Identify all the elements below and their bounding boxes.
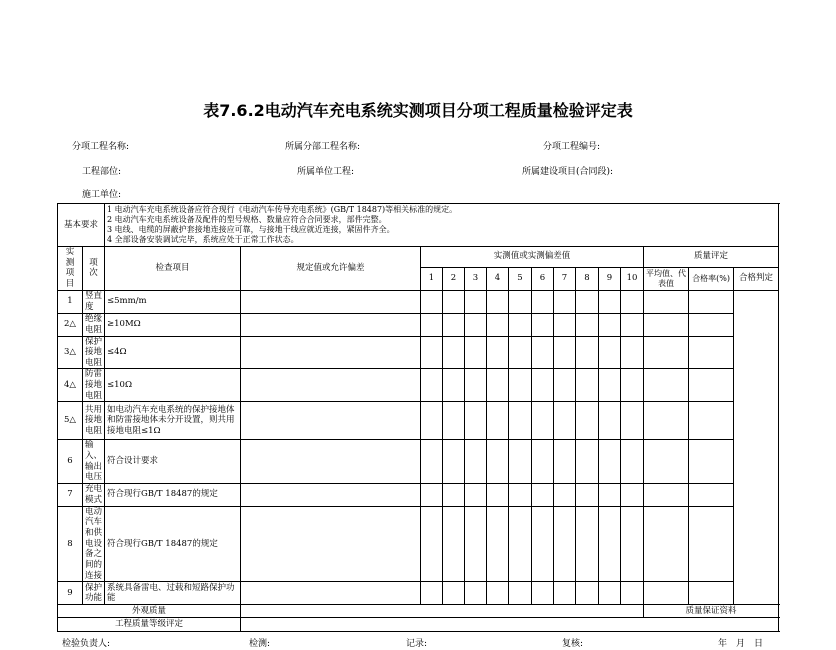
value-cell[interactable] (576, 440, 599, 484)
row-item: 绝缘电阻 (83, 313, 105, 336)
value-cell[interactable] (689, 313, 734, 336)
value-cell[interactable] (554, 582, 576, 605)
table-row (58, 483, 779, 506)
value-cell[interactable] (465, 506, 487, 581)
value-cell[interactable] (644, 582, 689, 605)
appearance-value[interactable] (241, 605, 644, 618)
value-cell[interactable] (465, 313, 487, 336)
signature-line (57, 636, 778, 650)
value-cell[interactable] (689, 290, 734, 313)
value-cell[interactable] (644, 336, 689, 369)
value-cell[interactable] (443, 506, 465, 581)
value-cell[interactable] (599, 506, 621, 581)
value-cell[interactable] (509, 402, 532, 440)
page-title: 表7.6.2电动汽车充电系统实测项目分项工程质量检验评定表 (203, 101, 633, 120)
table-row (58, 336, 779, 369)
value-cell[interactable] (421, 506, 443, 581)
value-cell[interactable] (421, 369, 443, 402)
inspection-table (57, 203, 779, 632)
value-cell[interactable] (621, 336, 644, 369)
value-cell[interactable] (509, 336, 532, 369)
row-item: 保护接地电阻 (83, 336, 105, 369)
header-col-7: 7 (554, 267, 576, 290)
row-spec: 系统具备雷电、过载和短路保护功能 (105, 582, 241, 605)
header-avg: 平均值、代表值 (644, 267, 689, 290)
value-cell[interactable] (421, 290, 443, 313)
header-col-3: 3 (465, 267, 487, 290)
header-col-2: 2 (443, 267, 465, 290)
header-col-1: 1 (421, 267, 443, 290)
project-location-label: 工程部位: (82, 167, 122, 177)
value-cell[interactable] (554, 440, 576, 484)
unit-project-label: 所属单位工程: (297, 167, 355, 177)
table-row (58, 369, 779, 402)
table-row (58, 506, 779, 581)
value-cell[interactable] (465, 336, 487, 369)
value-cell[interactable] (644, 369, 689, 402)
value-cell[interactable] (689, 506, 734, 581)
date-label: 年 月 日 (718, 639, 764, 650)
sub-project-name-label: 分项工程名称: (72, 142, 130, 152)
header-measured: 实测值或实测偏差值 (421, 247, 644, 268)
table-row (58, 582, 779, 605)
requirement-item: 1 电动汽车充电系统设备应符合现行《电动汽车传导充电系统》(GB/T 18487)等相关标准的规定。 (107, 205, 458, 214)
value-cell[interactable] (487, 506, 509, 581)
value-cell[interactable] (532, 369, 554, 402)
value-cell[interactable] (443, 313, 465, 336)
value-cell[interactable] (689, 402, 734, 440)
value-cell[interactable] (554, 313, 576, 336)
value-cell[interactable] (421, 336, 443, 369)
value-cell[interactable] (241, 582, 421, 605)
value-cell[interactable] (644, 402, 689, 440)
header-quality: 质量评定 (644, 247, 779, 268)
value-cell[interactable] (421, 483, 443, 506)
table-row (58, 313, 779, 336)
value-cell[interactable] (443, 369, 465, 402)
value-cell[interactable] (689, 369, 734, 402)
value-cell[interactable] (621, 290, 644, 313)
row-spec: ≥10MΩ (105, 313, 241, 336)
value-cell[interactable] (241, 313, 421, 336)
value-cell[interactable] (465, 290, 487, 313)
grade-label: 工程质量等级评定 (58, 618, 241, 632)
value-cell[interactable] (644, 440, 689, 484)
row-spec: ≤5mm/m (105, 290, 241, 313)
value-cell[interactable] (599, 483, 621, 506)
row-spec: ≤4Ω (105, 336, 241, 369)
value-cell[interactable] (644, 483, 689, 506)
grade-value[interactable] (241, 618, 779, 632)
value-cell[interactable] (421, 440, 443, 484)
value-cell[interactable] (621, 506, 644, 581)
value-cell[interactable] (532, 582, 554, 605)
appearance-label: 外观质量 (58, 605, 241, 618)
value-cell[interactable] (465, 582, 487, 605)
construction-project-label: 所属建设项目(合同段): (522, 167, 614, 177)
row-no: 4△ (58, 369, 83, 402)
value-cell[interactable] (443, 290, 465, 313)
review-label: 复核: (562, 639, 584, 650)
value-cell[interactable] (621, 369, 644, 402)
value-cell[interactable] (689, 483, 734, 506)
value-cell[interactable] (509, 506, 532, 581)
header-col-4: 4 (487, 267, 509, 290)
value-cell[interactable] (487, 336, 509, 369)
value-cell[interactable] (487, 402, 509, 440)
value-cell[interactable] (532, 402, 554, 440)
value-cell[interactable] (241, 440, 421, 484)
row-spec: ≤10Ω (105, 369, 241, 402)
value-cell[interactable] (644, 313, 689, 336)
value-cell[interactable] (554, 290, 576, 313)
value-cell[interactable] (487, 290, 509, 313)
value-cell[interactable] (487, 313, 509, 336)
value-cell[interactable] (599, 402, 621, 440)
header-col-6: 6 (532, 267, 554, 290)
value-cell[interactable] (599, 440, 621, 484)
value-cell[interactable] (241, 402, 421, 440)
section-label: 实测项目 (58, 247, 83, 291)
requirement-item: 4 全部设备安装调试完毕，系统应处于正常工作状态。 (107, 235, 299, 244)
value-cell[interactable] (689, 582, 734, 605)
value-cell[interactable] (532, 336, 554, 369)
row-item: 保护功能 (83, 582, 105, 605)
inspector-label: 检验负责人: (62, 639, 111, 650)
value-cell[interactable] (554, 369, 576, 402)
row-no: 3△ (58, 336, 83, 369)
record-label: 记录: (406, 639, 428, 650)
value-cell[interactable] (421, 582, 443, 605)
value-cell[interactable] (421, 402, 443, 440)
value-cell[interactable] (465, 483, 487, 506)
value-cell[interactable] (576, 483, 599, 506)
header-judge: 合格判定 (734, 267, 779, 290)
table-row (58, 290, 779, 313)
value-cell[interactable] (487, 369, 509, 402)
row-item: 充电模式 (83, 483, 105, 506)
value-cell[interactable] (576, 313, 599, 336)
value-cell[interactable] (487, 483, 509, 506)
value-cell[interactable] (509, 369, 532, 402)
value-cell[interactable] (621, 483, 644, 506)
basic-requirements-label: 基本要求 (58, 204, 105, 247)
value-cell[interactable] (443, 336, 465, 369)
value-cell[interactable] (689, 440, 734, 484)
row-no: 5△ (58, 402, 83, 440)
value-cell[interactable] (532, 483, 554, 506)
header-col-8: 8 (576, 267, 599, 290)
row-item: 电动汽车和供电设备之间的连接 (83, 506, 105, 581)
row-no: 9 (58, 582, 83, 605)
header-spec: 规定值或允许偏差 (241, 247, 421, 291)
requirement-item: 3 电线、电缆的屏蔽护套接地连接应可靠，与接地干线应就近连接，紧固件齐全。 (107, 225, 395, 234)
value-cell[interactable] (621, 402, 644, 440)
value-cell[interactable] (554, 506, 576, 581)
header-item: 检查项目 (105, 247, 241, 291)
testing-label: 检测: (249, 639, 271, 650)
value-cell[interactable] (241, 483, 421, 506)
value-cell[interactable] (576, 336, 599, 369)
value-cell[interactable] (465, 402, 487, 440)
row-spec: 符合现行GB/T 18487的规定 (105, 483, 241, 506)
value-cell[interactable] (509, 440, 532, 484)
value-cell[interactable] (465, 369, 487, 402)
value-cell[interactable] (576, 369, 599, 402)
value-cell[interactable] (621, 440, 644, 484)
parent-project-label: 所属分部工程名称: (285, 142, 361, 152)
value-cell[interactable] (599, 336, 621, 369)
row-no: 8 (58, 506, 83, 581)
header-no: 项次 (83, 247, 105, 291)
value-cell[interactable] (576, 582, 599, 605)
qa-docs-label: 质量保证资料 (644, 605, 779, 618)
value-cell[interactable] (443, 402, 465, 440)
value-cell[interactable] (599, 369, 621, 402)
value-cell[interactable] (241, 506, 421, 581)
value-cell[interactable] (554, 402, 576, 440)
value-cell[interactable] (532, 506, 554, 581)
row-no: 6 (58, 440, 83, 484)
value-cell[interactable] (576, 290, 599, 313)
value-cell[interactable] (532, 440, 554, 484)
basic-requirements (105, 204, 779, 247)
value-cell[interactable] (443, 582, 465, 605)
form-body (57, 203, 778, 650)
row-item: 竖直度 (83, 290, 105, 313)
row-spec: 如电动汽车充电系统的保护接地体和防雷接地体未分开设置，则共用接地电阻≤1Ω (105, 402, 241, 440)
value-cell[interactable] (421, 313, 443, 336)
value-cell[interactable] (576, 506, 599, 581)
row-no: 1 (58, 290, 83, 313)
row-no: 7 (58, 483, 83, 506)
table-row (58, 440, 779, 484)
value-cell[interactable] (509, 483, 532, 506)
table-row (58, 402, 779, 440)
value-cell[interactable] (241, 336, 421, 369)
header-col-10: 10 (621, 267, 644, 290)
header-rate: 合格率(%) (689, 267, 734, 290)
row-item: 输入、输出电压 (83, 440, 105, 484)
row-spec: 符合设计要求 (105, 440, 241, 484)
value-cell[interactable] (509, 582, 532, 605)
value-cell[interactable] (621, 582, 644, 605)
value-cell[interactable] (599, 313, 621, 336)
row-item: 共用接地电阻 (83, 402, 105, 440)
value-cell[interactable] (644, 506, 689, 581)
value-cell[interactable] (443, 440, 465, 484)
row-no: 2△ (58, 313, 83, 336)
value-cell[interactable] (554, 483, 576, 506)
construction-unit-label: 施工单位: (82, 190, 122, 200)
value-cell[interactable] (644, 290, 689, 313)
value-cell[interactable] (241, 290, 421, 313)
value-cell[interactable] (599, 582, 621, 605)
row-spec: 符合现行GB/T 18487的规定 (105, 506, 241, 581)
value-cell[interactable] (532, 290, 554, 313)
value-cell[interactable] (487, 582, 509, 605)
header-col-9: 9 (599, 267, 621, 290)
row-item: 防雷接地电阻 (83, 369, 105, 402)
header-col-5: 5 (509, 267, 532, 290)
value-cell[interactable] (689, 336, 734, 369)
value-cell[interactable] (509, 313, 532, 336)
value-cell[interactable] (599, 290, 621, 313)
value-cell[interactable] (443, 483, 465, 506)
value-cell[interactable] (465, 440, 487, 484)
requirement-item: 2 电动汽车充电系统设备及配件的型号规格、数量应符合合同要求，部件完整。 (107, 215, 387, 224)
value-cell[interactable] (241, 369, 421, 402)
value-cell[interactable] (532, 313, 554, 336)
value-cell[interactable] (576, 402, 599, 440)
value-cell[interactable] (554, 336, 576, 369)
sub-project-no-label: 分项工程编号: (543, 142, 601, 152)
value-cell[interactable] (509, 290, 532, 313)
value-cell[interactable] (621, 313, 644, 336)
value-cell[interactable] (487, 440, 509, 484)
